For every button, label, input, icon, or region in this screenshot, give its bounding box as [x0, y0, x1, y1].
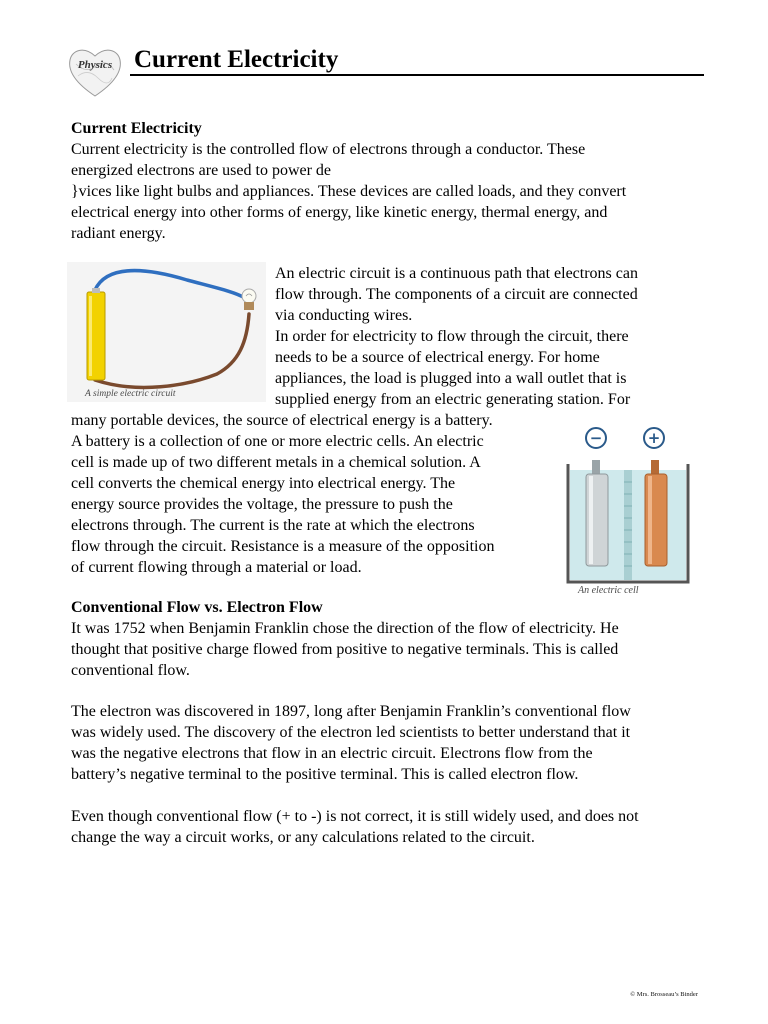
page-title: Current Electricity	[134, 46, 339, 73]
battery-line: many portable devices, the source of electrical energy is a battery.	[71, 412, 493, 429]
conclusion-paragraph	[71, 806, 639, 848]
electron-line: battery’s negative terminal to the positive terminal. This is called electron flow.	[71, 766, 579, 783]
minus-terminal-icon: −	[589, 429, 603, 447]
flow-heading: Conventional Flow vs. Electron Flow	[71, 599, 323, 616]
electron-line: was widely used. The discovery of the electron led scientists to better understand that it	[71, 724, 631, 741]
intro-line: energized electrons are used to power de	[71, 162, 332, 179]
intro-line: }vices like light bulbs and appliances. These devices are called loads, and they convert	[71, 183, 627, 200]
electron-line: The electron was discovered in 1897, long after Benjamin Franklin’s conventional flow	[71, 703, 631, 720]
conclusion-line: change the way a circuit works, or any calculations related to the circuit.	[71, 829, 535, 846]
conclusion-line: Even though conventional flow (+ to -) is not correct, it is still widely used, and does not	[71, 808, 639, 825]
intro-line: radiant energy.	[71, 225, 166, 242]
intro-section	[71, 118, 626, 244]
logo-text: Physics	[77, 59, 113, 71]
flow-line: thought that positive charge flowed from positive to negative terminals. This is called	[71, 641, 619, 658]
battery-line: cell converts the chemical energy into electrical energy. The	[71, 475, 456, 492]
circuit-caption: A simple electric circuit	[85, 389, 176, 399]
flow-line: conventional flow.	[71, 662, 190, 679]
intro-heading: Current Electricity	[71, 120, 202, 137]
intro-line: Current electricity is the controlled flow of electrons through a conductor. These	[71, 141, 586, 158]
battery-line: of current flowing through a material or load.	[71, 559, 362, 576]
simple-circuit-image	[67, 262, 266, 402]
plus-terminal-icon: +	[647, 429, 661, 447]
circuit-line: needs to be a source of electrical energy. For home	[275, 349, 600, 366]
battery-line: A battery is a collection of one or more electric cells. An electric	[71, 433, 484, 450]
circuit-line: supplied energy from an electric generating station. For	[275, 391, 631, 408]
electric-cell-image	[562, 422, 696, 600]
electron-flow-paragraph	[71, 701, 631, 785]
conventional-flow-section	[71, 597, 619, 681]
electron-line: was the negative electrons that flow in an electric circuit. Electrons flow from the	[71, 745, 593, 762]
battery-line: electrons through. The current is the rate at which the electrons	[71, 517, 475, 534]
copyright-footer: © Mrs. Brosseau’s Binder	[630, 991, 698, 998]
battery-paragraph	[71, 410, 494, 578]
circuit-line: flow through. The components of a circuit are connected	[275, 286, 638, 303]
title-underline	[130, 74, 704, 76]
circuit-paragraph	[275, 263, 638, 410]
battery-line: flow through the circuit. Resistance is a measure of the opposition	[71, 538, 495, 555]
circuit-line: An electric circuit is a continuous path that electrons can	[275, 265, 638, 282]
circuit-line: appliances, the load is plugged into a wall outlet that is	[275, 370, 627, 387]
battery-line: energy source provides the voltage, the pressure to push the	[71, 496, 453, 513]
battery-line: cell is made up of two different metals in a chemical solution. A	[71, 454, 481, 471]
physics-logo-heart	[66, 44, 124, 100]
cell-caption: An electric cell	[578, 585, 639, 596]
circuit-line: via conducting wires.	[275, 307, 413, 324]
intro-line: electrical energy into other forms of energy, like kinetic energy, thermal energy, and	[71, 204, 608, 221]
circuit-line: In order for electricity to flow through the circuit, there	[275, 328, 629, 345]
flow-line: It was 1752 when Benjamin Franklin chose the direction of the flow of electricity. He	[71, 620, 619, 637]
